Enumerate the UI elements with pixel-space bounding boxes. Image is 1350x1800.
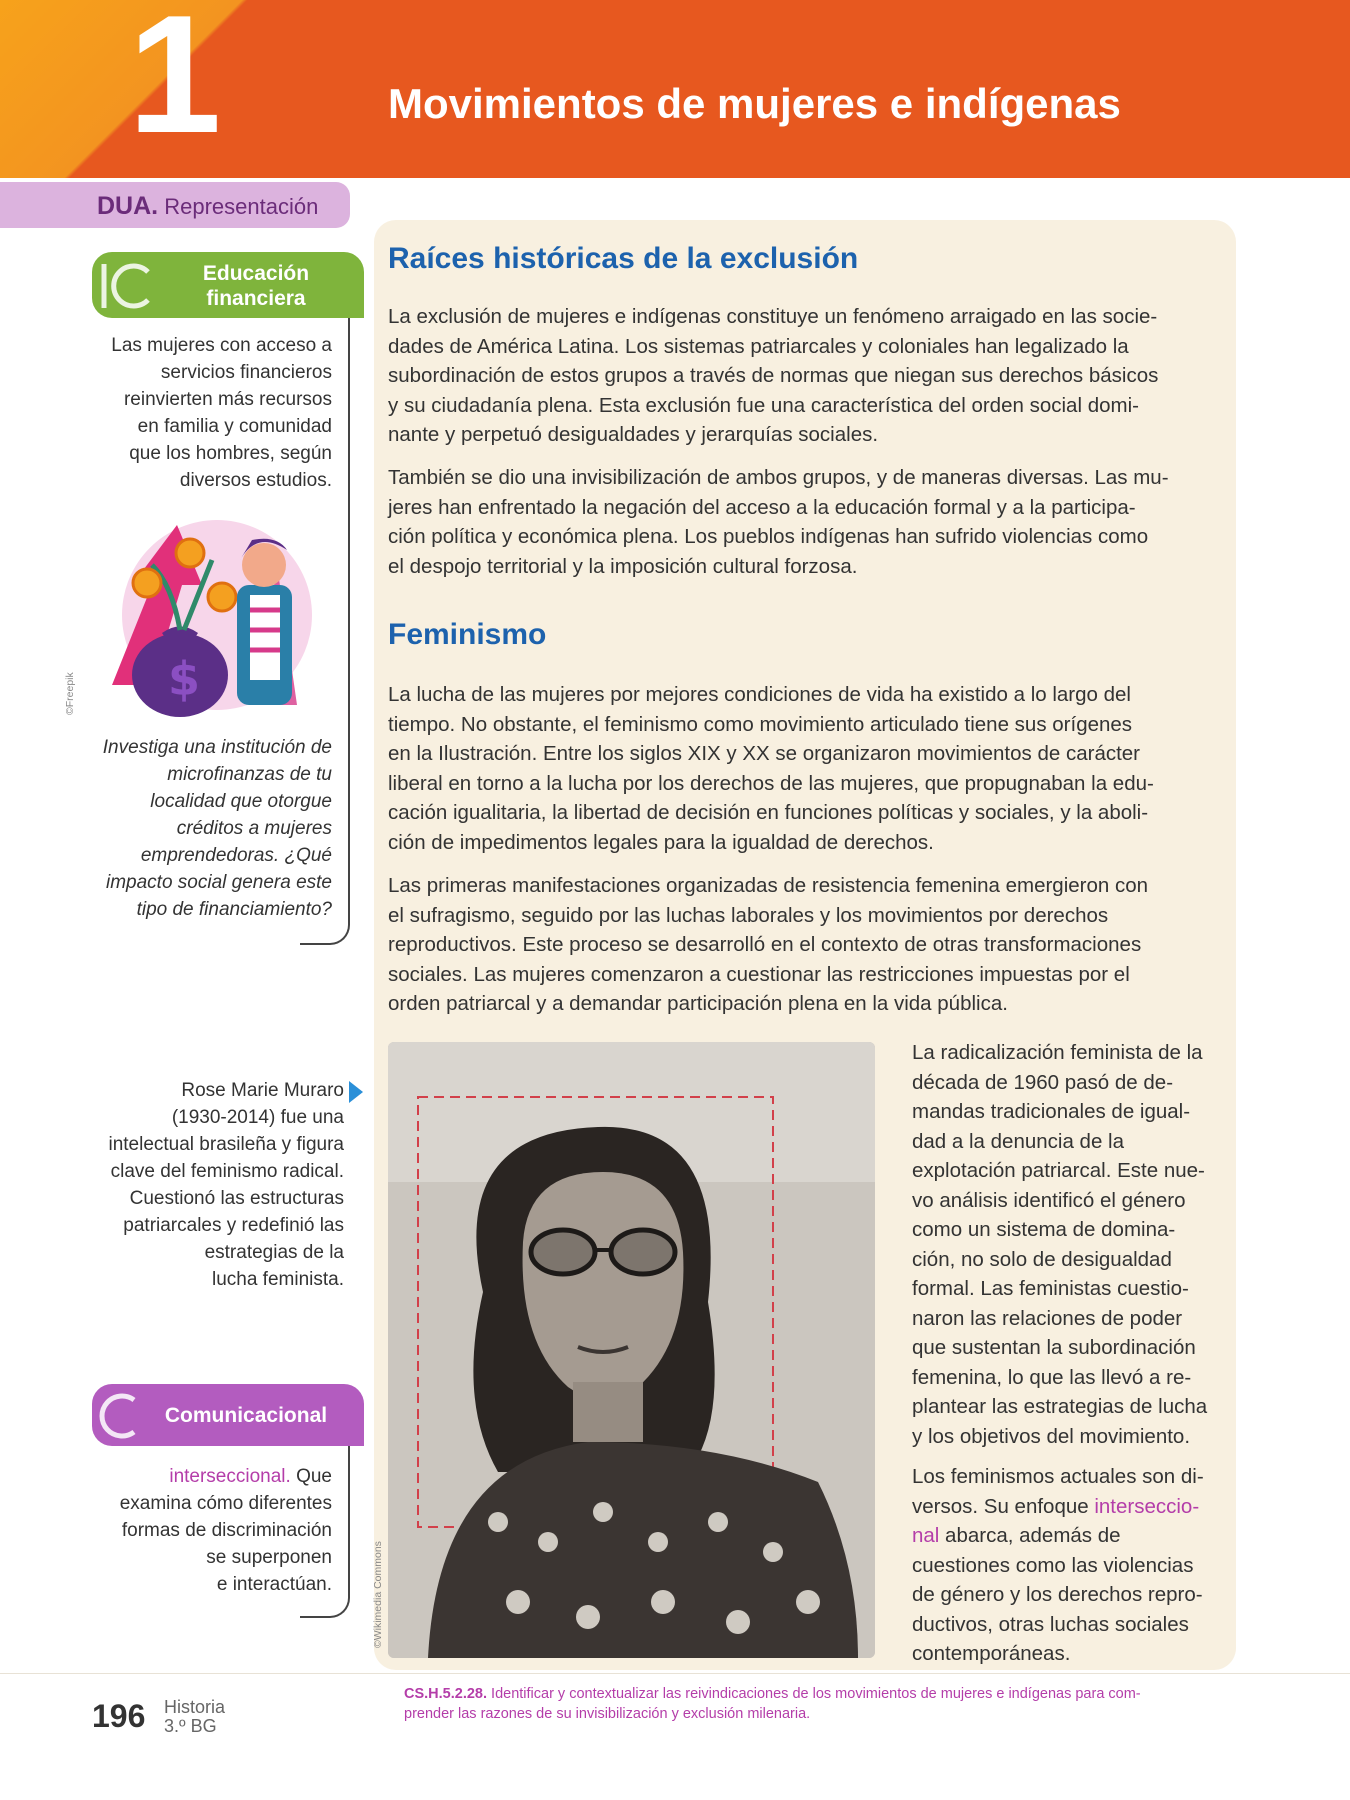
freepik-credit: ©Freepik <box>64 672 76 715</box>
section-title-feminism: Feminismo <box>388 618 547 651</box>
curriculum-standard: CS.H.5.2.28. Identificar y contextualizar las reivindicaciones de los movimientos de mujeres e indígenas para com- prender las razones de su invisibilización y exclusión milenaria. <box>404 1686 1141 1722</box>
section-title-roots: Raíces históricas de la exclusión <box>388 242 859 275</box>
wikimedia-credit: ©Wikimedia Commons <box>372 1541 384 1648</box>
footer-divider <box>0 1673 1350 1674</box>
dua-label: DUA. Representación <box>97 192 319 220</box>
paragraph-exclusion: La exclusión de mujeres e indígenas constituye un fenómeno arraigado en las socie- dades de América Latina. Los sistemas patriarcales y coloniales han legalizado la subordinación de estos grupos a través de normas que niegan sus derechos básicos y su ciudadanía plena. Esta exclusión fue una característica del orden social domi- nante y perpetuó desigualdades y jerarquías sociales. <box>388 305 1159 446</box>
paragraph-first-manifestations: Las primeras manifestaciones organizadas de resistencia femenina emergieron con el sufragismo, seguido por las luchas laborales y los movimientos por derechos reproductivos. Este proceso se desarrolló en el contexto de otras transformaciones sociales. Las mujeres comenzaron a cuestionar las restricciones impuestas por el orden patriarcal y a demandar participación plena en la vida pública. <box>388 874 1149 1015</box>
svg-text:$: $ <box>168 652 201 706</box>
chapter-title: Movimientos de mujeres e indígenas <box>388 80 1121 127</box>
portrait-image <box>388 1042 875 1658</box>
paragraph-radicalization: La radicalización feminista de la década de 1960 pasó de de- mandas tradicionales de igual- dad a la denuncia de la explotación patriarcal. Este nue- vo análisis identificó el género como un sistema de domina- ción, no solo de desigualdad formal. Las feministas cuestio- naron las relaciones de poder que sustentan la subordinación femenina, lo que las llevó a re- plantear las estrategias de lucha y los objetivos del movimiento. <box>912 1041 1208 1448</box>
subject-label: Historia 3.º BG <box>164 1697 226 1736</box>
photo-caption: Rose Marie Muraro (1930-2014) fue una intelectual brasileña y figura clave del feminismo radical. Cuestionó las estructuras patriarcales y redefinió las estrategias de la lucha feminista. <box>108 1080 344 1290</box>
financial-question: Investiga una institución de microfinanzas de tu localidad que otorgue créditos a mujeres emprendedoras. ¿Qué impacto social genera este tipo de financiamiento? <box>102 737 332 920</box>
financial-education-text: Las mujeres con acceso a servicios financieros reinvierten más recursos en familia y comunidad que los hombres, según diversos estudios. <box>111 335 332 491</box>
ic-logo-icon <box>96 258 158 314</box>
microfinance-illustration <box>92 505 332 730</box>
caption-pointer-icon <box>349 1081 363 1103</box>
financial-education-title: Educación financiera <box>202 262 310 310</box>
paragraph-feminism-origins: La lucha de las mujeres por mejores condiciones de vida ha existido a lo largo del tiempo. No obstante, el feminismo como movimiento articulado tiene sus orígenes en la Ilustración. Entre los siglos XIX y XX se organizaron movimientos de carácter liberal en torno a la lucha por los derechos de las mujeres, que propugnaban la edu- cación igualitaria, la libertad de decisión en funciones políticas y sociales, y la aboli- ción de impedimentos legales para la igualdad de derechos. <box>388 683 1154 854</box>
page-number: 196 <box>92 1698 146 1734</box>
paragraph-invisibilization: También se dio una invisibilización de ambos grupos, y de maneras diversas. Las mu- jeres han enfrentado la negación del acceso a la educación formal y a la participa- ción política y económica plena. Los pueblos indígenas han sufrido violencias como el despojo territorial y la imposición cultural forzosa. <box>388 466 1169 578</box>
chapter-number: 1 <box>128 0 222 168</box>
communicational-title: Comunicacional <box>164 1404 328 1427</box>
intersectional-term: interseccional. <box>169 1466 291 1487</box>
c-logo-icon <box>96 1390 140 1442</box>
communicational-text: interseccional. Que examina cómo diferentes formas de discriminación se superponen e interactúan. <box>119 1466 332 1595</box>
rose-marie-muraro-photo <box>388 1042 875 1658</box>
paragraph-current-feminisms: Los feminismos actuales son di- versos. Su enfoque interseccio- nal abarca, además de cuestiones como las violencias de género y los derechos repro- ductivos, otras luchas sociales contemporáneas. <box>912 1465 1204 1665</box>
